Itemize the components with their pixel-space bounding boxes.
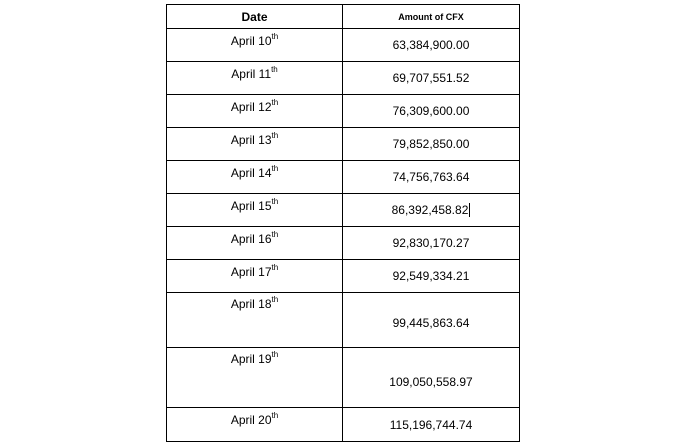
date-text: April 10 [230,34,272,48]
amount-cell[interactable]: 109,050,558.97 [343,348,520,408]
date-cell [167,194,343,227]
table-row [167,194,520,227]
date-suffix: th [271,411,279,420]
date-text: April 19 [230,352,272,366]
amount-cell[interactable]: 69,707,551.52 [343,62,520,95]
date-text: April 13 [230,133,272,147]
date-cell [167,293,343,348]
date-text: April 14 [230,166,272,180]
amount-cell[interactable]: 92,830,170.27 [343,227,520,260]
date-suffix: th [271,197,279,206]
table-row [167,293,520,348]
table-row [167,29,520,62]
table-row [167,62,520,95]
date-cell [167,95,343,128]
date-text: April 17 [230,265,272,279]
header-row [167,5,520,29]
date-text: April 11 [231,67,272,81]
date-cell [167,161,343,194]
date-text: April 16 [230,232,272,246]
amount-cell[interactable]: 92,549,334.21 [343,260,520,293]
date-suffix: th [271,164,279,173]
amount-cell[interactable]: 63,384,900.00 [343,29,520,62]
table-row [167,260,520,293]
date-suffix: th [271,295,279,304]
date-cell [167,62,343,95]
table-row [167,128,520,161]
amount-cell[interactable]: 76,309,600.00 [343,95,520,128]
amount-cell[interactable]: 115,196,744.74 [343,408,520,442]
amount-text: 86,392,458.82 [391,202,469,217]
date-suffix: th [271,65,278,74]
date-suffix: th [271,131,279,140]
table-row [167,348,520,408]
text-cursor [469,203,470,217]
date-cell [167,29,343,62]
header-amount: Amount of CFX [343,5,520,29]
table-row [167,161,520,194]
cfx-amount-table [166,4,520,442]
date-text: April 20 [230,413,272,427]
header-date: Date [167,5,343,29]
date-text: April 12 [230,100,272,114]
date-cell [167,260,343,293]
date-suffix: th [271,350,279,359]
date-suffix: th [271,32,279,41]
date-text: April 18 [230,297,272,311]
date-cell [167,227,343,260]
table-row [167,408,520,442]
date-cell [167,128,343,161]
date-suffix: th [271,230,279,239]
table-row [167,227,520,260]
amount-cell[interactable]: 79,852,850.00 [343,128,520,161]
amount-cell[interactable]: 74,756,763.64 [343,161,520,194]
date-cell [167,408,343,442]
date-text: April 15 [230,199,272,213]
date-suffix: th [271,98,279,107]
date-cell [167,348,343,408]
amount-cell[interactable]: 99,445,863.64 [343,293,520,348]
date-suffix: th [271,263,279,272]
amount-cell-editing[interactable] [343,194,520,227]
table-row [167,95,520,128]
